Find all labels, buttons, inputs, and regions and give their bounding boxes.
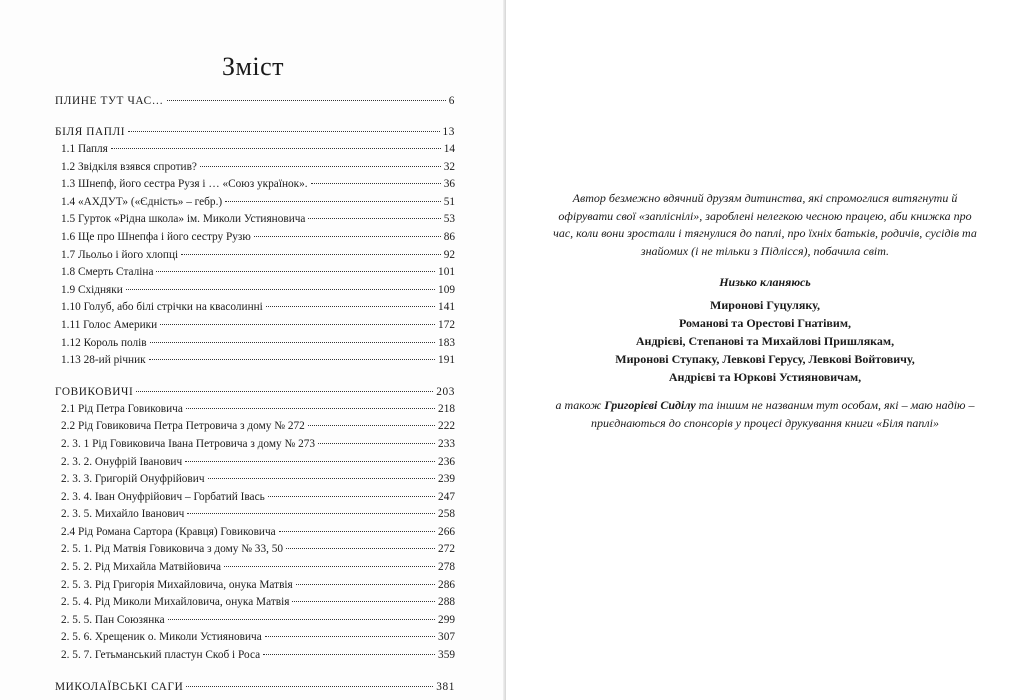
toc-entry-label: 2. 3. 1 Рід Говиковича Івана Петровича з дому № 273 (61, 437, 316, 450)
toc-leader-dots (254, 236, 441, 237)
toc-entry-label: 2. 3. 3. Григорій Онуфрійович (61, 473, 205, 486)
toc-entry-label: 1.11 Голос Америки (61, 318, 158, 331)
toc-entry-label: 1.3 Шнепф, його сестра Рузя і … «Союз українок». (61, 178, 308, 191)
toc-entry-page: 6 (448, 95, 455, 107)
toc-leader-dots (266, 306, 435, 307)
toc-entry-page: 191 (438, 354, 455, 367)
toc-entry-page: 359 (438, 649, 455, 662)
sponsor-name-line: Миронові Гуцуляку, (710, 297, 820, 312)
toc-entry (55, 541, 455, 559)
toc-entry-page: 266 (438, 525, 455, 538)
toc-entry (55, 454, 455, 472)
toc-entry-label: 2. 3. 4. Іван Онуфрійович – Горбатий Івась (61, 490, 265, 503)
sponsor-name-line: Андрієві, Степанові та Михайлові Пришлякам, (635, 333, 895, 348)
toc-entry (55, 335, 455, 353)
toc-leader-dots (128, 131, 439, 132)
toc-entry-label: 2. 5. 1. Рід Матвія Говиковича з дому № 33, 50 (61, 543, 284, 556)
toc-leader-dots (279, 531, 435, 532)
toc-entry (55, 418, 455, 436)
toc-entry-label: 1.6 Ще про Шнепфа і його сестру Рузю (61, 230, 251, 243)
toc-leader-dots (200, 166, 441, 167)
toc-leader-dots (186, 408, 435, 409)
toc-entry-page: 141 (438, 301, 455, 314)
toc-entry-label: 2. 5. 4. Рід Миколи Михайловича, онука Матвія (61, 596, 290, 609)
toc-entry (55, 159, 455, 177)
toc-entry-page: 299 (438, 613, 455, 626)
toc-entry-label: 1.8 Смерть Сталіна (61, 266, 154, 279)
toc-entry-page: 14 (443, 143, 455, 155)
toc-entry-page: 101 (438, 266, 455, 279)
toc-leader-dots (225, 201, 441, 202)
toc-leader-dots (167, 100, 446, 101)
toc-entry-label: 2. 5. 2. Рід Михайла Матвійовича (61, 561, 221, 574)
toc-entry (55, 282, 455, 300)
toc-entry-label: 2. 5. 3. Рід Григорія Михайловича, онука Матвія (61, 578, 293, 591)
toc-entry (55, 176, 455, 194)
toc-entry-label: МИКОЛАЇВСЬКІ САГИ (55, 680, 184, 693)
toc-entry (55, 647, 455, 665)
toc-entry-page: 203 (436, 385, 455, 398)
toc-entry (55, 594, 455, 612)
toc-entry-page: 92 (443, 248, 455, 261)
toc-entry (55, 577, 455, 595)
toc-entry-label: 1.7 Льольо і його хлопці (61, 248, 179, 261)
toc-entry-page: 258 (438, 508, 455, 521)
toc-entry-label: 1.12 Король полів (61, 336, 147, 349)
toc-entry-page: 222 (438, 420, 455, 433)
toc-entry (55, 194, 455, 212)
toc-entry (55, 92, 455, 110)
toc-entry (55, 471, 455, 489)
toc-leader-dots (224, 566, 435, 567)
toc-entry-page: 36 (443, 178, 455, 191)
toc-entry (55, 211, 455, 229)
toc-leader-dots (186, 686, 433, 687)
toc-entry-page: 233 (438, 437, 455, 450)
toc-entry-page: 32 (443, 160, 455, 173)
acknowledgement-intro: Автор безмежно вдячний друзям дитинства, які спромоглися витягнути й офірувати свої «запліснілі», зароблені нелегкою чесною працею, аби книжка про час, коли вони зростали і тягнулися до паплі, про їхніх батьків, родичів, сусідів та знайомих (і не тільки з Підлісся), побачила світ. (553, 191, 977, 258)
toc-entry (55, 247, 455, 265)
toc-entry (55, 612, 455, 630)
toc-entry-label: ГОВИКОВИЧІ (55, 385, 134, 398)
toc-leader-dots (149, 359, 435, 360)
toc-entry-page: 278 (438, 561, 455, 574)
toc-leader-dots (150, 342, 435, 343)
toc-leader-dots (187, 513, 435, 514)
toc-entry (55, 229, 455, 247)
toc-entry (55, 559, 455, 577)
toc-entry-page: 109 (438, 283, 455, 296)
toc-entry-page: 236 (438, 455, 455, 468)
toc-entry-page: 218 (438, 402, 455, 415)
toc-entry-label: 2. 5. 5. Пан Союзянка (61, 613, 165, 626)
toc-entry (55, 299, 455, 317)
toc-leader-dots (292, 601, 435, 602)
toc-entry (55, 436, 455, 454)
toc-entry-page: 183 (438, 336, 455, 349)
toc-entry (55, 489, 455, 507)
toc-entry (55, 352, 455, 370)
toc-leader-dots (181, 254, 441, 255)
toc-entry-page: 286 (438, 578, 455, 591)
toc-entry-page: 307 (438, 631, 455, 644)
toc-entry (55, 506, 455, 524)
toc-leader-dots (286, 548, 435, 549)
toc-entry-label: 2.2 Рід Говиковича Петра Петровича з дому № 272 (61, 420, 305, 433)
toc-leader-dots (308, 425, 435, 426)
toc-entry-label: 1.5 Гурток «Рідна школа» ім. Миколи Устияновича (61, 213, 306, 226)
toc-leader-dots (160, 324, 435, 325)
toc-entry-label: 2. 3. 5. Михайло Іванович (61, 508, 185, 521)
toc-entry-label: 2. 5. 6. Хрещеник о. Миколи Устияновича (61, 631, 262, 644)
toc-entry-label: 1.10 Голуб, або білі стрічки на квасолинні (61, 301, 263, 314)
closing-before: а також (555, 397, 605, 412)
toc-entry-label: 1.1 Папля (61, 143, 108, 155)
toc-leader-dots (308, 218, 440, 219)
toc-entry-label: 1.2 Звідкіля взявся спротив? (61, 160, 197, 173)
page-title: Зміст (221, 52, 285, 81)
toc-entry-page: 51 (443, 195, 455, 208)
toc-leader-dots (296, 584, 435, 585)
toc-leader-dots (263, 654, 435, 655)
toc-leader-dots (311, 183, 441, 184)
toc-entry-page: 86 (443, 230, 455, 243)
sponsor-name-line: Миронові Ступаку, Левкові Герусу, Левкові Войтовичу, (615, 351, 915, 366)
sponsor-name-line: Романові та Орестові Гнатівим, (678, 315, 851, 330)
toc-entry-label: 1.13 28-ий річник (61, 354, 146, 367)
toc-entry-label: 2.1 Рід Петра Говиковича (61, 402, 183, 415)
toc-entry-label: БІЛЯ ПАПЛІ (55, 126, 126, 138)
toc-entry-page: 13 (442, 126, 455, 138)
toc-entry (55, 524, 455, 542)
toc-entry (55, 401, 455, 419)
toc-leader-dots (156, 271, 435, 272)
toc-entry-page: 53 (443, 213, 455, 226)
acknowledgement-block (550, 190, 980, 432)
toc-leader-dots (136, 391, 433, 392)
toc-entry (55, 317, 455, 335)
toc-entry-page: 381 (436, 680, 455, 693)
acknowledgement-bow: Низько кланяюсь (719, 275, 811, 289)
toc-entry-label: ПЛИНЕ ТУТ ЧАС… (55, 95, 164, 107)
toc-entry-page: 172 (438, 318, 455, 331)
toc-entry-page: 247 (438, 490, 455, 503)
toc-entry-page: 272 (438, 543, 455, 556)
toc-entry-label: 2.4 Рід Романа Сартора (Кравця) Говиковича (61, 525, 276, 538)
toc-leader-dots (126, 289, 435, 290)
toc-leader-dots (318, 443, 435, 444)
acknowledgement-closing (550, 396, 980, 432)
closing-name: Григорієві Сиділу (604, 397, 696, 412)
toc-leader-dots (111, 148, 441, 149)
toc-entry-label: 2. 5. 7. Гетьманський пластун Скоб і Роса (61, 649, 261, 662)
toc-entry (55, 629, 455, 647)
toc-list (55, 92, 455, 696)
toc-leader-dots (185, 461, 435, 462)
toc-entry (55, 264, 455, 282)
toc-entry-page: 239 (438, 473, 455, 486)
toc-entry (55, 678, 455, 696)
toc-entry-label: 1.4 «АХДУТ» («Єдність» – гебр.) (61, 195, 223, 208)
toc-leader-dots (265, 636, 435, 637)
toc-entry (55, 123, 455, 141)
toc-leader-dots (268, 496, 435, 497)
toc-entry-label: 1.9 Східняки (61, 283, 123, 296)
closing-after: та іншим не названим тут особам, які – маю надію – приєднаються до спонсорів у процесі друкування книги «Біля паплі» (591, 397, 975, 430)
toc-entry (55, 141, 455, 159)
toc-entry (55, 383, 455, 401)
toc-leader-dots (208, 478, 436, 479)
sponsor-names (550, 296, 980, 386)
toc-leader-dots (168, 619, 435, 620)
sponsor-name-line: Андрієві та Юркові Устияновичам, (668, 369, 862, 384)
toc-entry-label: 2. 3. 2. Онуфрій Іванович (61, 455, 183, 468)
toc-entry-page: 288 (438, 596, 455, 609)
